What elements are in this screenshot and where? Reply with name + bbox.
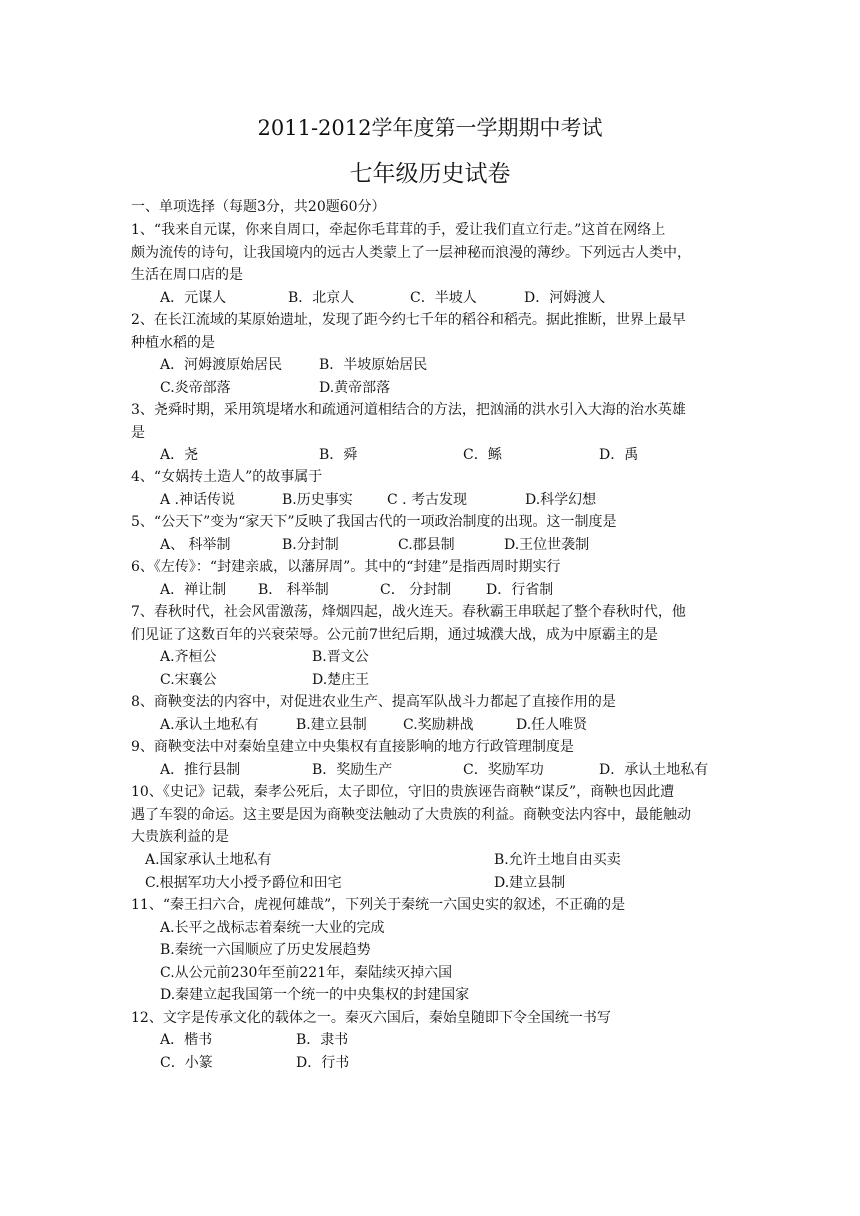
question-text: 6、《左传》：“封建亲戚，以藩屏周”。其中的“封建”是指西周时期实行 xyxy=(131,559,561,575)
option-a: A.齐桓公 xyxy=(160,649,217,665)
option-b: B.历史事实 xyxy=(282,492,353,508)
option-d: D.黄帝部落 xyxy=(319,380,391,396)
question-text: 10、《史记》记载，秦孝公死后，太子即位，守旧的贵族诬告商鞅“谋反”，商鞅也因此遭 xyxy=(131,784,675,800)
option-a: A．禅让制 xyxy=(160,582,227,598)
section-heading: 一、单项选择（每题3分，共20题60分） xyxy=(131,199,386,215)
option-b: B．隶书 xyxy=(296,1032,349,1048)
option-d: D.楚庄王 xyxy=(312,672,370,688)
question-text: 5、“公天下”变为“家天下”反映了我国古代的一项政治制度的出现。这一制度是 xyxy=(131,514,617,530)
option-b: B．北京人 xyxy=(288,290,355,306)
option-a: A.承认土地私有 xyxy=(160,717,259,733)
option-c: C.郡县制 xyxy=(398,537,455,553)
question-text: 9、商鞅变法中对秦始皇建立中央集权有直接影响的地方行政管理制度是 xyxy=(131,739,574,755)
option-a: A.国家承认土地私有 xyxy=(145,852,272,868)
option-c: C.宋襄公 xyxy=(160,672,217,688)
option-b: B.允许土地自由买卖 xyxy=(494,852,621,868)
option-b: B．半坡原始居民 xyxy=(319,357,428,373)
option-c: C.从公元前230年至前221年，秦陆续灭掉六国 xyxy=(160,965,453,981)
option-d: D．行书 xyxy=(296,1055,350,1071)
question-text: 生活在周口店的是 xyxy=(131,267,243,283)
option-c: C．奖励军功 xyxy=(463,762,544,778)
option-d: D．河姆渡人 xyxy=(524,290,606,306)
option-d: D.任人唯贤 xyxy=(516,717,588,733)
option-a: A .神话传说 xyxy=(160,492,236,508)
question-text: 12、文字是传承文化的载体之一。秦灭六国后，秦始皇随即下令全国统一书写 xyxy=(131,1010,611,1026)
option-c: C.根据军功大小授予爵位和田宅 xyxy=(145,875,342,891)
option-b: B.秦统一六国顺应了历史发展趋势 xyxy=(160,942,371,958)
exam-subtitle: 七年级历史试卷 xyxy=(349,161,511,187)
question-text: 颇为流传的诗句，让我国境内的远古人类蒙上了一层神秘而浪漫的薄纱。下列远古人类中， xyxy=(131,245,691,261)
option-b: B． 科举制 xyxy=(258,582,329,598)
option-a: A．尧 xyxy=(160,447,199,463)
question-text: 们见证了这数百年的兴衰荣辱。公元前7世纪后期，通过城濮大战，成为中原霸主的是 xyxy=(131,627,658,643)
option-d: D.建立县制 xyxy=(494,875,566,891)
option-c: C．鲧 xyxy=(463,447,502,463)
option-d: D．禹 xyxy=(599,447,639,463)
option-d: D.秦建立起我国第一个统一的中央集权的封建国家 xyxy=(160,987,470,1003)
option-b: B．舜 xyxy=(319,447,358,463)
question-text: 11、“秦王扫六合，虎视何雄哉”，下列关于秦统一六国史实的叙述，不正确的是 xyxy=(131,897,626,913)
exam-title: 2011-2012学年度第一学期期中考试 xyxy=(257,116,603,140)
option-d: D．行省制 xyxy=(486,582,554,598)
option-b: B.建立县制 xyxy=(296,717,367,733)
option-b: B．奖励生产 xyxy=(312,762,393,778)
option-c: C.奖励耕战 xyxy=(403,717,474,733)
option-a: A．河姆渡原始居民 xyxy=(160,357,283,373)
option-a: A.长平之战标志着秦统一大业的完成 xyxy=(160,920,385,936)
option-a: A．元谋人 xyxy=(160,290,227,306)
option-c: C． 分封制 xyxy=(380,582,452,598)
question-text: 3、尧舜时期，采用筑堤堵水和疏通河道相结合的方法，把汹涌的洪水引入大海的治水英雄 xyxy=(131,402,686,418)
question-text: 2、在长江流域的某原始遗址，发现了距今约七千年的稻谷和稻壳。据此推断，世界上最早 xyxy=(131,312,686,328)
question-text: 8、商鞅变法的内容中，对促进农业生产、提高军队战斗力都起了直接作用的是 xyxy=(131,694,616,710)
question-text: 1、“我来自元谋，你来自周口，牵起你毛茸茸的手，爱让我们直立行走。”这首在网络上 xyxy=(131,222,666,238)
question-text: 4、“女娲抟土造人”的故事属于 xyxy=(131,469,323,485)
option-b: B.分封制 xyxy=(282,537,339,553)
option-d: D.王位世袭制 xyxy=(504,537,590,553)
option-a: A．楷书 xyxy=(160,1032,213,1048)
option-c: C．半坡人 xyxy=(410,290,477,306)
option-b: B.晋文公 xyxy=(312,649,369,665)
question-text: 大贵族利益的是 xyxy=(131,829,229,845)
question-text: 是 xyxy=(131,425,145,441)
question-text: 遇了车裂的命运。这主要是因为商鞅变法触动了大贵族的利益。商鞅变法内容中，最能触动 xyxy=(131,807,691,823)
option-a: A、 科举制 xyxy=(160,537,231,553)
option-c: C．小篆 xyxy=(160,1055,213,1071)
question-text: 7、春秋时代，社会风雷激荡，烽烟四起，战火连天。春秋霸王串联起了整个春秋时代，他 xyxy=(131,604,686,620)
option-c: C.炎帝部落 xyxy=(160,380,231,396)
option-d: D．承认土地私有 xyxy=(599,762,709,778)
option-a: A．推行县制 xyxy=(160,762,241,778)
option-c: C . 考古发现 xyxy=(387,492,468,508)
option-d: D.科学幻想 xyxy=(525,492,597,508)
question-text: 种植水稻的是 xyxy=(131,335,215,351)
